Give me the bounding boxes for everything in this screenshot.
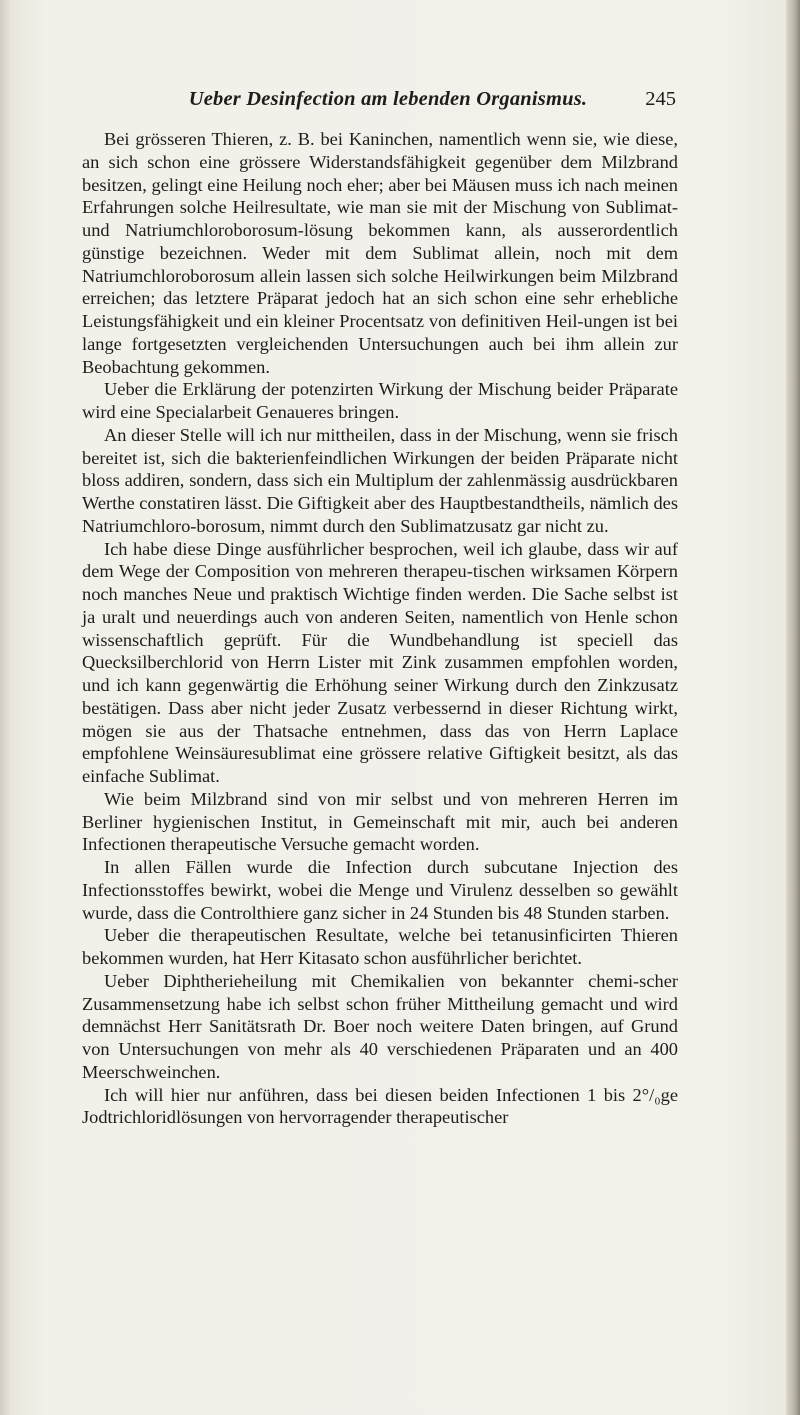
paragraph: An dieser Stelle will ich nur mittheilen, dass in der Mischung, wenn sie frisch bereitet ist, sich die bakterienfeindlichen Wirkungen der beiden Präparate nicht bloss addiren, sondern, dass sich ein Multiplum der zahlenmässig ausdrückbaren Werthe constatiren lässt. Die Giftigkeit aber des Hauptbestandtheils, nämlich des Natriumchloro-borosum, nimmt durch den Sublimatzusatz gar nicht zu. (82, 424, 678, 536)
paragraph: Ich habe diese Dinge ausführlicher besprochen, weil ich glaube, dass wir auf dem Wege der Composition von mehreren therapeu-tischen wirksamen Körpern noch manches Neue und praktisch Wichtige finden werden. Die Sache selbst ist ja uralt und neuerdings auch von anderen Seiten, namentlich von Henle schon wissenschaftlich geprüft. Für die Wundbehandlung ist speciell das Quecksilberchlorid von Herrn Lister mit Zink zusammen empfohlen worden, und ich kann gegenwärtig die Erhöhung seiner Wirkung durch den Zinkzusatz bestätigen. Dass aber nicht jeder Zusatz verbessernd in dieser Richtung wirkt, mögen sie aus der Thatsache entnehmen, dass das von Herrn Laplace empfohlene Weinsäuresublimat eine grössere relative Giftigkeit besitzt, als das einfache Sublimat. (82, 538, 678, 786)
page-right-edge (786, 0, 800, 1415)
paragraph: Ich will hier nur anführen, dass bei diesen beiden Infectionen 1 bis 2°/₀ge Jodtrichloridlösungen von hervorragender therapeutischer (82, 1084, 678, 1128)
paragraph: Ueber die therapeutischen Resultate, welche bei tetanusinficirten Thieren bekommen wurden, hat Herr Kitasato schon ausführlicher berichtet. (82, 925, 678, 968)
running-title: Ueber Desinfection am lebenden Organismus. (188, 88, 588, 110)
body-text (82, 128, 678, 1129)
page-number: 245 (645, 88, 676, 110)
page-left-edge (0, 0, 10, 1415)
paragraph: Bei grösseren Thieren, z. B. bei Kaninchen, namentlich wenn sie, wie diese, an sich schon eine grössere Widerstandsfähigkeit gegenüber dem Milzbrand besitzen, gelingt eine Heilung noch eher; aber bei Mäusen muss ich nach meinen Erfahrungen solche Heilresultate, wie man sie mit der Mischung von Sublimat- und Natriumchloroborosum-lösung bekommen kann, als ausserordentlich günstige bezeichnen. Weder mit dem Sublimat allein, noch mit dem Natriumchloroborosum allein lassen sich solche Heilwirkungen beim Milzbrand erreichen; das letztere Präparat jedoch hat an sich schon eine sehr erhebliche Leistungsfähigkeit und ein kleiner Procentsatz von definitiven Heil-ungen ist bei lange fortgesetzten vergleichenden Untersuchungen auch bei ihm allein zur Beobachtung gekommen. (82, 129, 678, 377)
paragraph: Wie beim Milzbrand sind von mir selbst und von mehreren Herren im Berliner hygienischen Institut, in Gemeinschaft mit mir, auch bei anderen Infectionen therapeutische Versuche gemacht worden. (82, 788, 678, 855)
paragraph: In allen Fällen wurde die Infection durch subcutane Injection des Infectionsstoffes bewirkt, wobei die Menge und Virulenz desselben so gewählt wurde, dass die Controlthiere ganz sicher in 24 Stunden bis 48 Stunden starben. (82, 857, 678, 923)
running-head (100, 88, 676, 118)
paragraph: Ueber die Erklärung der potenzirten Wirkung der Mischung beider Präparate wird eine Specialarbeit Genaueres bringen. (82, 379, 678, 422)
paragraph: Ueber Diphtherieheilung mit Chemikalien von bekannter chemi-scher Zusammensetzung habe ich selbst schon früher Mittheilung gemacht und wird demnächst Herr Sanitätsrath Dr. Boer noch weitere Daten bringen, auf Grund von Untersuchungen von mehr als 40 verschiedenen Präparaten und an 400 Meerschweinchen. (82, 970, 678, 1082)
